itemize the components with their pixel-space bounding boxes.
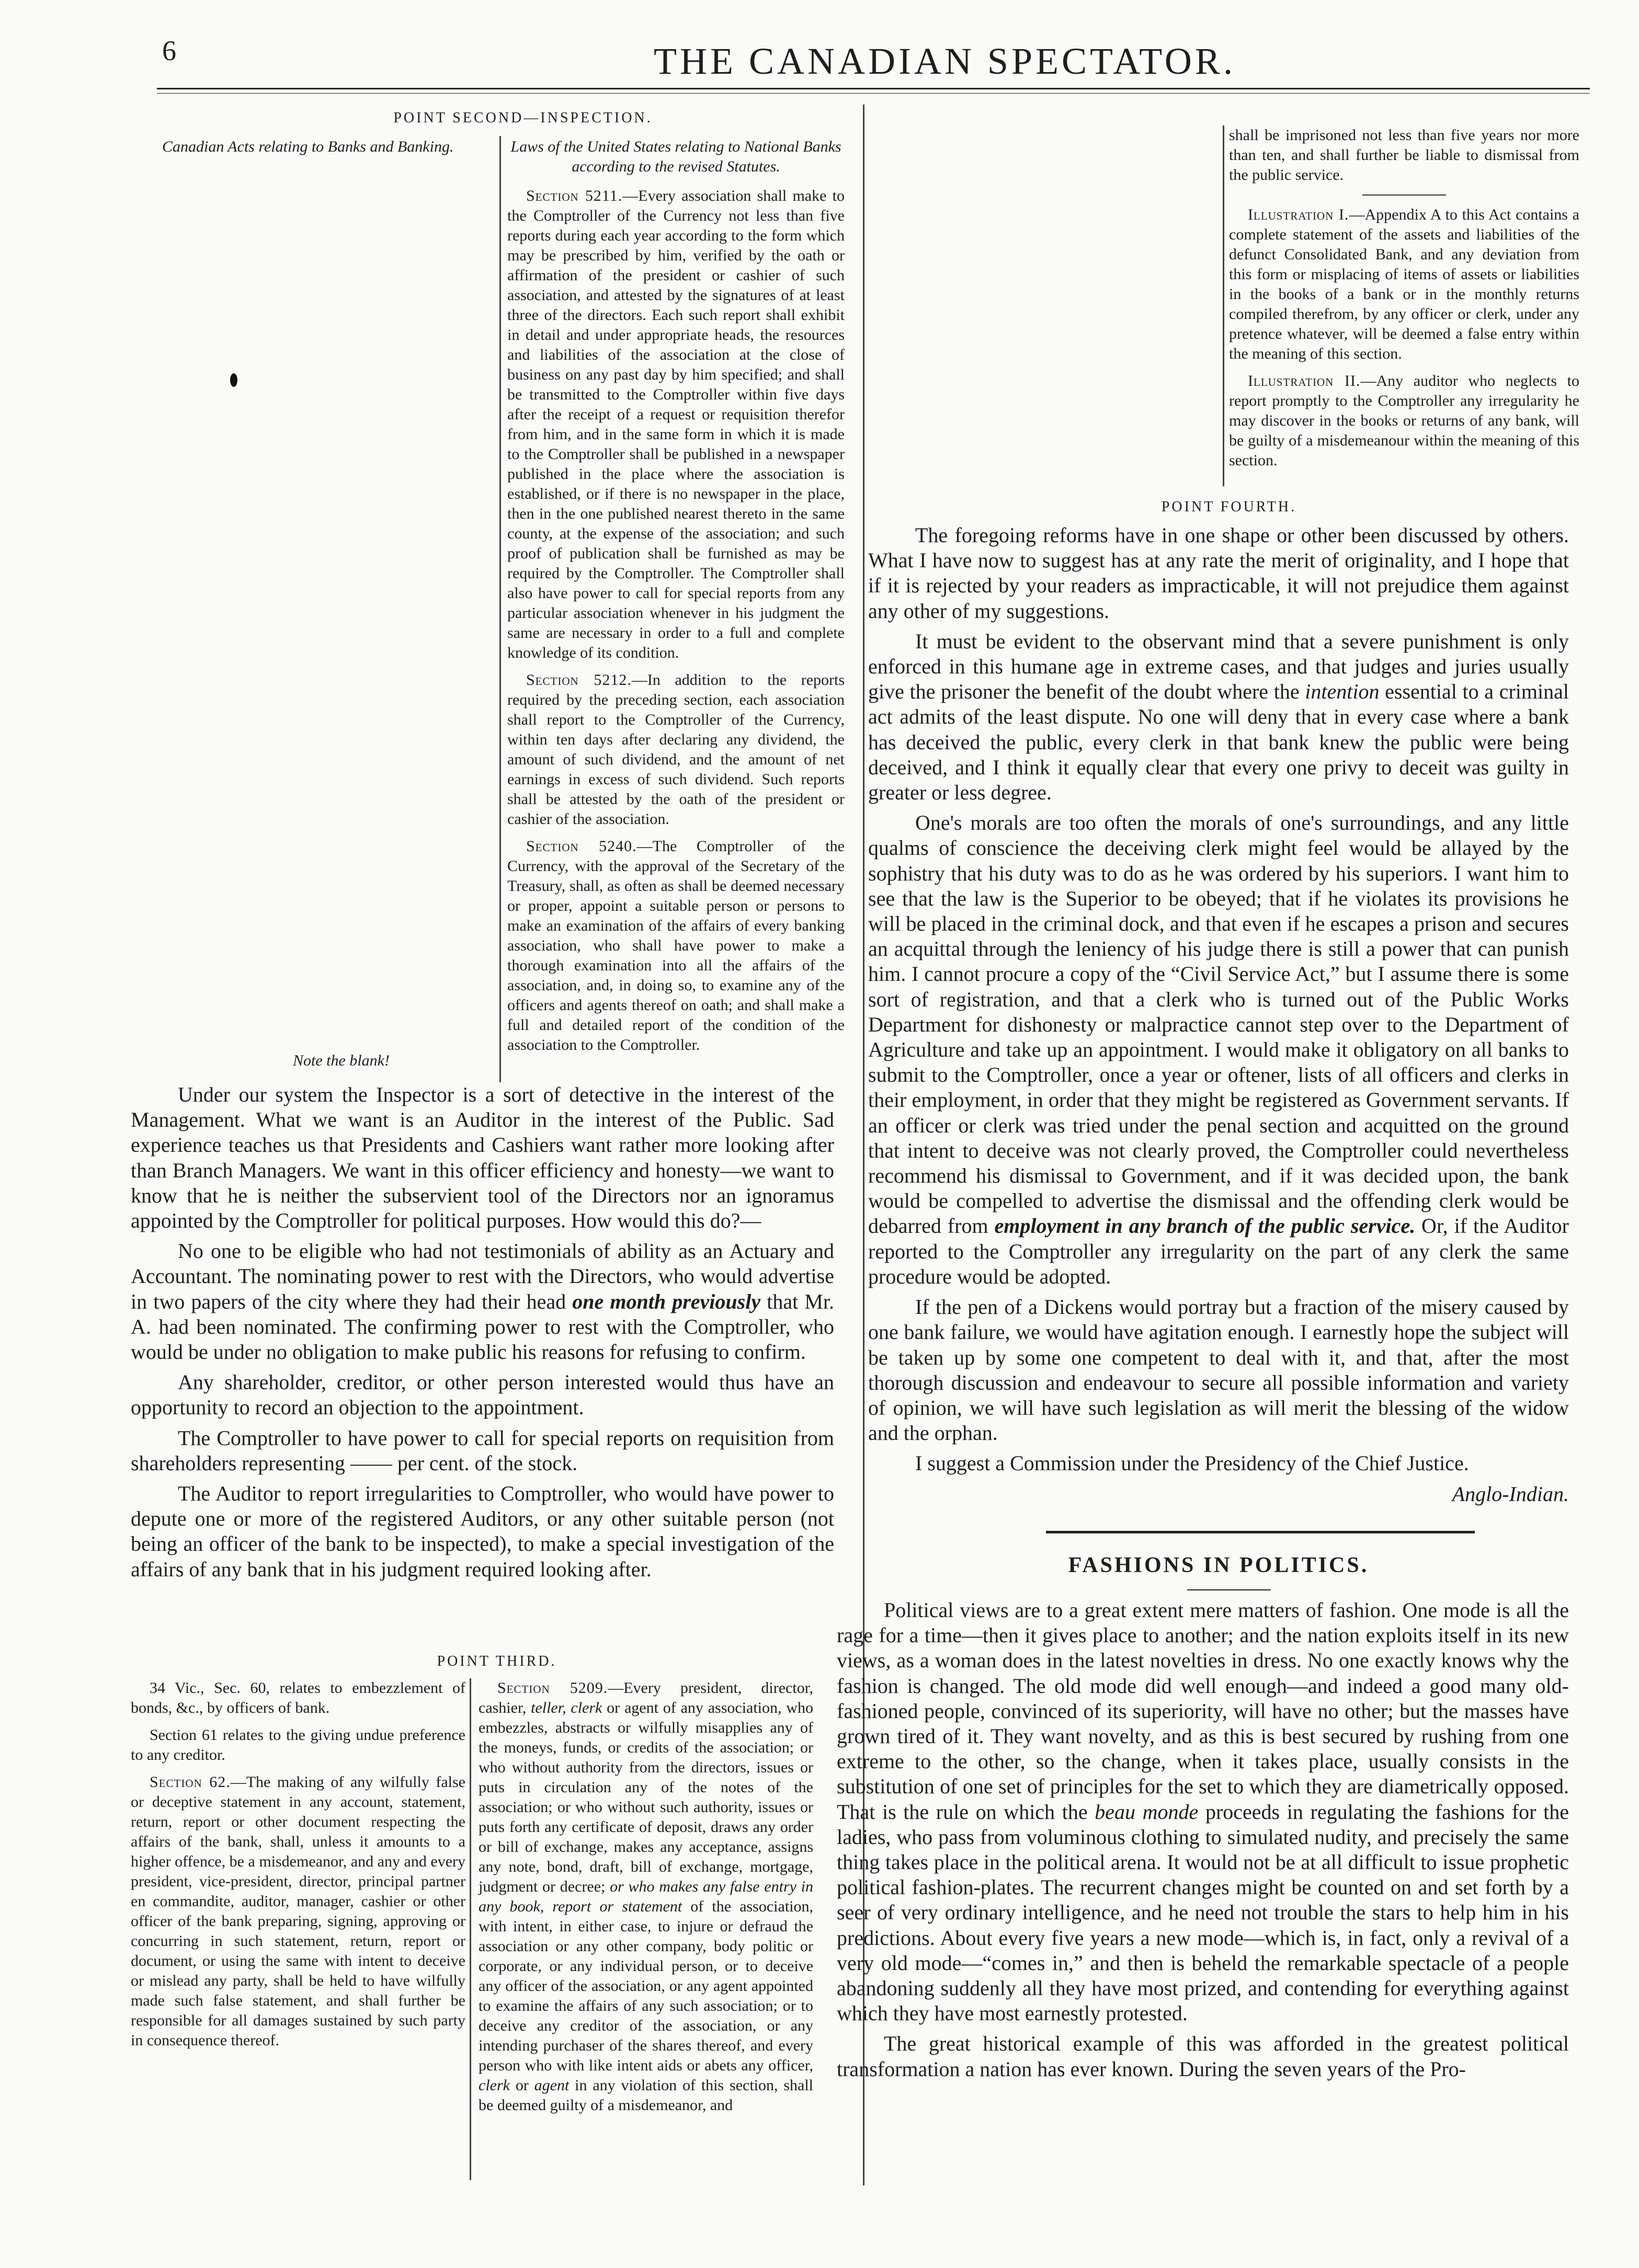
left-paragraph: The Auditor to report irregularities to Comptroller, who would have power to depute one or more of the registered Auditors, or any other suitable person (not being an officer of the bank to be inspected), to make a special investigation of the affairs of any bank that in his judgment required looking after. [131,1482,834,1581]
page-number: 6 [162,35,176,66]
illustration-2 [1229,371,1579,471]
section-5209-column [479,1678,813,2123]
note-the-blank: Note the blank! [293,1052,390,1069]
section-5209-text: of the association, with intent, in either case, to injure or defraud the association or any other company, body politic or corporate, or any individual person, or to deceive any officer of the association, or any agent appointed to examine the affairs of any such association; or to deceive any creditor of the association, or any intending purchaser of the shares thereof, and every person who with like intent aids or abets any officer, [479,1898,813,2074]
header-rule-thin [157,93,1590,94]
illustration-2-label: Illustration II. [1248,372,1361,390]
section-5209-text: in any violation of this section, shall be deemed guilty of a misdemeanor, and [479,2077,813,2114]
right-paragraph-text: It must be evident to the observant mind that a severe punishment is only enforced in this humane age in extreme cases, and that judges and juries usually give the prisoner the benefit of the doubt where the [868,629,1569,704]
emphasis: clerk [479,2077,510,2094]
section-5212 [507,670,845,829]
section-5209-continued: shall be imprisoned not less than five years nor more than ten, and shall further be liable to dismissal from the public service. [1229,127,1579,184]
emphasis: intention [1305,680,1380,704]
us-laws-heading: Laws of the United States relating to National Banks according to the revised Statutes. [510,138,841,175]
emphasis: one month previously [572,1289,761,1313]
illustration-1-label: Illustration I. [1248,206,1349,223]
left-paragraph-text: No one to be eligible who had not testimonials of ability as an Actuary and Accountant. The nominating power to rest with the Directors, who would advertise in two papers of the city where they had their head [131,1239,834,1313]
point-third-heading: POINT THIRD. [437,1653,557,1669]
section-5240 [507,837,845,1055]
section-5209-label: Section 5209. [497,1679,608,1697]
emphasis: or who makes any false entry in any book, report or statement [479,1878,813,1915]
emphasis: beau monde [1095,1800,1199,1824]
emphasis: agent [534,2077,570,2094]
fashions-paragraph: The great historical example of this was afforded in the greatest political transformation a nation has ever known. During the seven years of the Pro- [837,2032,1569,2081]
left-paragraph: Under our system the Inspector is a sort of detective in the interest of the Management. What we want is an Auditor in the interest of the Public. Sad experience teaches us that Presidents and Cashiers want rather more looking after than Branch Managers. We want in this officer efficiency and honesty—we want to know that he is neither the subservient tool of the Directors nor an ignoramus appointed by the Comptroller for political purposes. How would this do?— [131,1083,834,1233]
section-5212-text: —In addition to the reports required by the preceding section, each association shall report to the Comptroller of the Currency, within ten days after declaring any dividend, the amount of such dividend, and the amount of net earnings in excess of such dividend. Such reports shall be attested by the oath of the president or cashier of the association. [507,671,845,828]
ink-dot [230,373,237,387]
illustration-rule-short [1362,194,1446,196]
section-5240-label: Section 5240. [526,838,637,855]
vic-34: 34 Vic., Sec. 60, relates to embezzlement of bonds, &c., by officers of bank. [131,1679,465,1716]
fashions-headline: FASHIONS IN POLITICS. [1068,1553,1369,1577]
fashions-paragraph [837,1598,1569,2026]
left-paragraph: Any shareholder, creditor, or other person interested would thus have an opportunity to record an objection to the appointment. [131,1370,834,1419]
canadian-acts-third [131,1678,465,2058]
section-5211-label: Section 5211. [526,187,623,204]
us-statutes-column [507,137,845,1062]
section-5212-label: Section 5212. [526,671,632,689]
left-body-text [131,1082,834,1587]
illustrations-block [1229,125,1579,478]
section-5211-text: —Every association shall make to the Comptroller of the Currency not less than five reports during each year according to the form which may be prescribed by him, verified by the oath or affirmation of the president or cashier of such association, and attested by the signatures of at least three of the directors. Each such report shall exhibit in detail and under appropriate heads, the resources and liabilities of the association at the close of business on any past day by him specified; and shall be transmitted to the Comptroller within five days after the receipt of a request or requisition therefor from him, and in the same form in which it is made to the Comptroller shall be published in a newspaper published in the place where the association is established, or if there is no newspaper in the place, then in the one published nearest thereto in the same county, at the expense of the association; and such proof of publication shall be furnished as may be required by the Comptroller. The Comptroller shall also have power to call for special reports from any particular association whenever in his judgment the same are necessary in order to a full and complete knowledge of its condition. [507,187,845,661]
canadian-acts-heading: Canadian Acts relating to Banks and Banking. [162,138,454,155]
statute-column-rule [499,136,501,1082]
section-61: Section 61 relates to the giving undue preference to any creditor. [131,1726,465,1763]
illustration-1 [1229,205,1579,364]
illustration-1-text: —Appendix A to this Act contains a complete statement of the assets and liabilities of the defunct Consolidated Bank, and any deviation from this form or misplacing of items of assets or liabilities in the books of a bank or in the monthly returns compiled therefrom, by any officer or clerk, under any pretence whatever, will be deemed a false entry within the meaning of this section. [1229,206,1579,362]
left-paragraph: The Comptroller to have power to call for special reports on requisition from shareholders representing —— per cent. of the stock. [131,1426,834,1475]
section-62 [131,1772,465,2051]
right-paragraph: I suggest a Commission under the Presidency of the Chief Justice. [915,1451,1469,1475]
right-body-text [868,523,1569,1507]
fashions-text: proceeds in regulating the fashions for the ladies, who pass from voluminous clothing to simulated nudity, and precisely the same thing takes place in the political arena. It would not be at all difficult to issue prophetic political fashion-plates. The recurrent changes might be counted on and set forth by a seer of very ordinary intelligence, and he need not trouble the stars to help him in his predictions. About every five years a new mode—which is, in fact, only a revival of a very old mode—“comes in,” and then is beheld the remarkable spectacle of a people abandoning suddenly all they have most prized, and contending for everything against which they have most earnestly protested. [837,1800,1569,2025]
section-5240-text: —The Comptroller of the Currency, with the approval of the Secretary of the Treasury, shall, as often as shall be deemed necessary or proper, appoint a suitable person or persons to make an examination of the affairs of every banking association, who shall have power to make a thorough examination into all the affairs of the association, and, in doing so, to examine any of the officers and agents thereof on oath; and shall make a full and detailed report of the condition of the association to the Comptroller. [507,838,845,1053]
section-rule [1046,1531,1475,1533]
point-second-heading: POINT SECOND—INSPECTION. [393,110,653,126]
right-paragraph-text: essential to a criminal act admits of the least dispute. No one will deny that in every case where a bank has deceived the public, every clerk in that bank knew the public were being deceived, and I think it equally clear that every one privy to deceit was guilty in greater or less degree. [868,680,1569,805]
point-fourth-heading: POINT FOURTH. [1161,499,1297,515]
right-paragraph-text: One's morals are too often the morals of one's surroundings, and any little qualms of conscience the deceiving clerk might feel would be allayed by the sophistry that his duty was to do as he was ordered by his superiors. I want him to see that the law is the Superior to be obeyed; that if he violates its provisions he will be placed in the criminal dock, and that even if he escapes a prison and secures an acquittal through the leniency of his judge there is still a power that can punish him. I cannot procure a copy of the “Civil Service Act,” but I assume there is some sort of registration, and that a clerk who is turned out of the Public Works Department for dishonesty or malpractice cannot step over to the Department of Agriculture and take up an appointment. I would make it obligatory on all banks to submit to the Comptroller, once a year or oftener, lists of all officers and clerks in their employment, in order that they might be registered as Government servants. If an officer or clerk was tried under the penal section and acquitted on the ground that intent to deceive was not clearly proved, the Comptroller could nevertheless recommend his dismissal to Government, and if it was decided upon, the bank would be compelled to advertise the dismissal and the offending clerk would be debarred from [868,811,1569,1238]
section-5209 [479,1678,813,2115]
headline-underline [1187,1589,1271,1590]
illustration-rule [1223,125,1224,486]
right-paragraph: The foregoing reforms have in one shape or other been discussed by others. What I have now to suggest has at any rate the merit of originality, and I hope that if it is rejected by your readers as impracticable, it will not prejudice them against any other of my suggestions. [868,523,1569,623]
emphasis: teller, clerk [531,1699,602,1716]
fashions-text: Political views are to a great extent mere matters of fashion. One mode is all the rage for a time—then it gives place to another; and the nation exploits itself in its new views, as a woman does in the latest novelties in dress. No one exactly knows why the fashion is changed. The old mode did well enough—and indeed a good many old-fashioned people, convinced of its superiority, will have no other; but the masses have grown tired of it. They want novelty, and as this is best secured by rushing from one extreme to the other, so the change, when it takes place, usually consists in the substitution of one set of principles for the set to which they are diametrically opposed. That is the rule on which the [837,1598,1569,1824]
signature: Anglo-Indian. [1452,1482,1569,1506]
left-paragraph-text: that Mr. A. had been nominated. The confirming power to rest with the Comptroller, who would be under no obligation to make public his reasons for refusing to confirm. [131,1289,834,1364]
section-5209-text: —Every president, director, cashier, [479,1679,813,1716]
statute-column-rule-2 [470,1678,471,2180]
right-paragraph [868,810,1569,1289]
illustration-2-text: —Any auditor who neglects to report promptly to the Comptroller any irregularity he may discover in the books or returns of any bank, will be guilty of a misdemeanour within the meaning of this section. [1229,372,1579,469]
section-5209-text: or agent of any association, who embezzles, abstracts or wilfully misapplies any of the moneys, funds, or credits of the association; or who without authority from the directors, issues or puts in circulation any of the notes of the association; or who without such authority, issues or puts forth any certificate of deposit, draws any order or bill of exchange, makes any acceptance, assigns any note, bond, draft, bill of exchange, mortgage, judgment or decree; [479,1699,813,1895]
fashions-body [837,1598,1569,2087]
emphasis: employment in any branch of the public service. [994,1214,1416,1238]
left-paragraph [131,1239,834,1365]
right-paragraph: If the pen of a Dickens would portray but a fraction of the misery caused by one bank failure, we would have agitation enough. I earnestly hope the subject will be taken up by some one competent to deal with it, and that, after the most thorough discussion and endeavour to secure all possible information and variety of opinion, we will have such legislation as will merit the blessing of the widow and the orphan. [868,1295,1569,1445]
section-5209-text: or [509,2077,534,2094]
right-paragraph [868,629,1569,805]
section-62-label: Section 62. [150,1773,231,1791]
section-62-text: —The making of any wilfully false or deceptive statement in any account, statement, return, report or other document respecting the affairs of the bank, shall, unless it amounts to a higher offence, be a misdemeanor, and any and every president, vice-president, director, principal partner en commandite, auditor, manager, cashier or other officer of the bank preparing, signing, approving or concurring in such statement, return, report or document, or using the same with intent to deceive or mislead any party, shall be held to have wilfully made such false statement, and shall further be responsible for all damages sustained by such party in consequence thereof. [131,1773,465,2049]
masthead-title: THE CANADIAN SPECTATOR. [654,40,1236,82]
right-paragraph-text: Or, if the Auditor reported to the Comptroller any irregularity on the part of any clerk the same procedure would be adopted. [868,1214,1569,1288]
section-5211 [507,186,845,663]
header-rule [157,88,1590,89]
